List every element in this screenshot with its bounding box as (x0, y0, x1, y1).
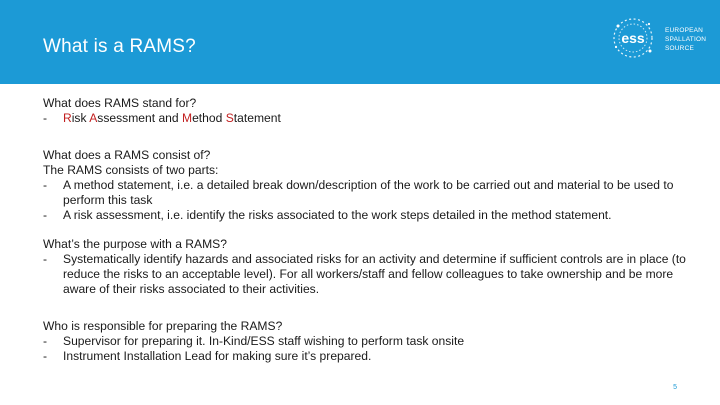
section-heading: What’s the purpose with a RAMS? (43, 237, 227, 251)
ess-logo-text: EUROPEAN SPALLATION SOURCE (665, 27, 707, 52)
bullet-dash: - (43, 178, 48, 192)
section-heading: Who is responsible for preparing the RAMS? (43, 319, 283, 333)
section-heading: What does RAMS stand for? (43, 96, 197, 110)
bullet-item: - Supervisor for preparing it. In-Kind/ESS staff wishing to perform task onsite (43, 334, 465, 348)
page-number: 5 (673, 384, 677, 391)
bullet-item: - A method statement, i.e. a detailed break down/description of the work to be carried out and material to be used to perform this task (43, 178, 674, 207)
bullet-item: - A risk assessment, i.e. identify the risks associated to the work steps detailed in the method statement. (43, 208, 612, 222)
bullet-item: - Systematically identify hazards and associated risks for an activity and determine if sufficient controls are in place (to reduce the risks to an acceptable level). For all workers/staff and fellow colleagues to take ownership and be more aware of their risks associated to their activities. (43, 252, 686, 296)
svg-text:ess: ess (621, 30, 645, 46)
section-consist-of (43, 148, 703, 223)
ess-logo (604, 14, 720, 62)
section-stand-for (43, 96, 703, 126)
bullet-dash: - (43, 252, 48, 266)
section-purpose (43, 237, 703, 297)
ess-logo-mark-icon (604, 14, 662, 62)
bullet-item: - Instrument Installation Lead for making sure it’s prepared. (43, 349, 372, 363)
slide-title: What is a RAMS? (43, 36, 196, 57)
section-heading: What does a RAMS consist of? (43, 148, 211, 162)
bullet-dash: - (43, 111, 48, 125)
slide-body (43, 96, 703, 378)
title-bar (0, 0, 720, 84)
bullet-item: - Risk Assessment and Method Statement (43, 111, 281, 125)
section-responsible (43, 319, 703, 364)
section-intro: The RAMS consists of two parts: (43, 163, 219, 177)
bullet-dash: - (43, 349, 48, 363)
bullet-dash: - (43, 334, 48, 348)
bullet-dash: - (43, 208, 48, 222)
